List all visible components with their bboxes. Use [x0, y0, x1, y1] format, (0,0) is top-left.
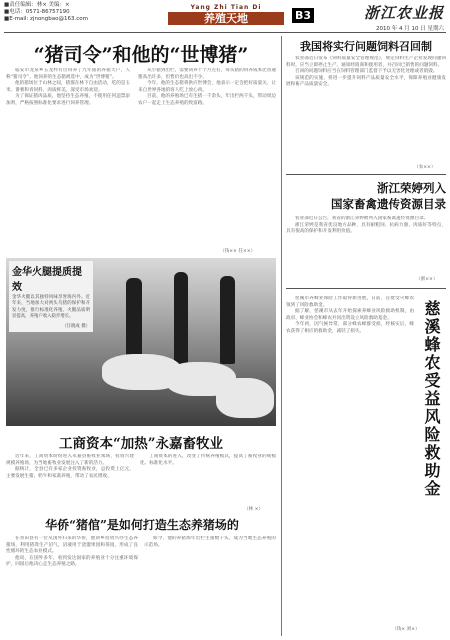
section-pinyin: Yang Zhi Tian Di [190, 4, 262, 11]
byline: （钱× 刘×） [392, 627, 420, 632]
paragraph: 浙江荣婷是我省优良地方品种，具有耐粗饲、抗病力强、肉质好等特点，具有很高的保护和开发利用价值。 [286, 222, 446, 235]
paragraph: 今年初，因气候异常，部分蜂农蜂群受损，经核实后，蜂农获得了相应的救助金，减轻了损失。 [286, 322, 414, 334]
paragraph: 临安市龙泉乡五龙村有位饲养了九年猪的养猪大户，人称“猪司令”。他饲养的生态猪被选中，成为“世博猪”。 [6, 68, 130, 80]
photo-byline: （汪晓成 摄） [62, 323, 90, 329]
paragraph: 他说，在国外多年，看到发达国家的养殖业十分注重环境保护，回国后他决心走生态养殖之路。 [6, 555, 138, 568]
paragraph: 据了解，慈溪市从去年开始探索养蜂业风险救助机制，由政府、蜂业协会和蜂农共同出资设立风险救助基金。 [286, 309, 414, 321]
photo-worker [220, 276, 235, 364]
page-number: B3 [292, 8, 314, 23]
article-rongting [286, 216, 446, 274]
news-photo [6, 258, 276, 426]
article-feed-recall [286, 56, 446, 162]
headline-cixi-beekeepers: 慈溪蜂农受益风险救助金 [422, 300, 441, 498]
section-rule [286, 174, 446, 175]
headline-capital: 工商资本“加热”永嘉畜牧业 [58, 436, 224, 452]
column-divider [281, 36, 282, 636]
phone-line: ■电话：0571-86757190 [4, 9, 70, 15]
byline: （钱×× 任××） [220, 249, 256, 254]
paragraph: 他的猪场位于山林之间，猪群在林下自由活动，吃的是玉米、番薯和青饲料，肉质鲜美，深受市场欢迎。 [6, 81, 130, 93]
photo-worker [174, 272, 188, 368]
masthead-meta [4, 2, 88, 23]
paragraph: 在青田县有一位从国外归来的华侨，他回乡投资兴办生态养猪场，利用猪粪生产沼气，沼液用于浇灌果园和茶园，形成了良性循环的生态农业模式。 [6, 536, 138, 555]
article-overseas-col1 [6, 536, 138, 636]
section-tag [168, 4, 284, 25]
byline: （林 ×） [244, 507, 264, 512]
byline: （浙××） [416, 277, 438, 282]
paragraph: 工商资本的进入，改变了传统养殖模式，提高了畜牧业的规模化、标准化水平。 [140, 454, 276, 466]
headline-feed-recall: 我国将实行问题饲料召回制 [300, 40, 432, 53]
section-name: 养殖天地 [168, 12, 284, 25]
issue-date: 2010 年 4 月 10 日 星期六 [376, 26, 444, 32]
paragraph: 据统计，全县已有多家企业投资畜牧业，总投资上亿元，主要发展生猪、奶牛和家禽养殖，带动了农民增收。 [6, 467, 134, 479]
header-rule [4, 32, 446, 33]
article-capital-col1 [6, 454, 134, 514]
editor-line: ■责任编辑：林× 美编：× [4, 2, 70, 8]
paragraph: 该规范的实施，将进一步提升饲料产品质量安全水平，保障养殖业健康发展和畜产品质量安全。 [286, 75, 446, 88]
byline: （农××） [414, 165, 436, 170]
article-capital-col2 [140, 454, 276, 504]
newspaper-masthead: 浙江农业报 [363, 4, 444, 22]
paragraph: 召回的问题饲料应当在饲料管理部门监督下予以无害化处理或者销毁。 [295, 69, 438, 75]
photo-caption-text: 金华火腿以其独特风味享誉海内外。近年来，当地加大对两头乌猪的保护和开发力度，推行标准化养殖，火腿品质明显提高，养殖户收入稳步增长。 [12, 295, 90, 320]
paragraph: 从小猪到出栏，需要饲养十个月左右，每头猪的饲养成本比普通猪高出许多，但售价也高出不少。 [138, 68, 276, 80]
paragraph: 目前，他的养殖场已有生猪一千余头，年出栏两千头，带动周边农户一起走上生态养殖的致富路。 [138, 94, 276, 106]
paragraph: 慈溪市养蜂业保险工作取得新进展，日前，首批受灾蜂农领到了风险救助金。 [286, 296, 414, 308]
headline-pig-commander: “猪司令”和他的“世博猪” [33, 44, 249, 66]
article-pig-commander-col2 [138, 68, 276, 246]
email-line: ■E-mail: zjnongbao@163.com [4, 16, 89, 22]
paragraph: 今年，他的生态猪将供应世博会，他表示一定会把好质量关，让来自世界各地的客人吃上放心肉。 [138, 81, 276, 93]
photo-caption-box [9, 261, 93, 332]
photo-pig [216, 378, 274, 418]
paragraph: 近年来，工商资本纷纷进入永嘉县畜牧业领域，投资兴建规模养殖场，为当地畜牧业发展注入了新的活力。 [6, 454, 134, 466]
paragraph: 农业部近日发布《饲料质量安全管理规范》，规定饲料生产企业发现问题饲料时，应当立即停止生产，通知经销商和使用者，并召回已销售的问题饲料。 [286, 56, 446, 68]
headline-overseas-pig-farmer: 华侨“猪倌”是如何打造生态养猪场的 [45, 518, 239, 532]
article-overseas-col2 [144, 536, 276, 636]
photo-caption-title: 金华火腿提质提效 [12, 267, 82, 293]
article-pig-commander-col1 [6, 68, 130, 254]
section-rule [286, 288, 446, 289]
paragraph: 为了保证猪肉品质，他坚持生态养殖，不使用任何违禁添加剂，严格按照标准化要求进行饲养管理。 [6, 94, 130, 106]
headline-rongting-line2: 国家畜禽遗传资源目录 [331, 197, 446, 211]
article-cixi-beekeepers [286, 296, 414, 626]
paragraph: 农业部近日公告，我省的浙江荣婷被列入国家畜禽遗传资源目录。 [295, 216, 429, 221]
paragraph: 如今，他的养猪场年出栏生猪数千头，成为当地生态养殖的示范场。 [144, 536, 276, 548]
headline-rongting-line1: 浙江荣婷列入 [377, 181, 446, 195]
